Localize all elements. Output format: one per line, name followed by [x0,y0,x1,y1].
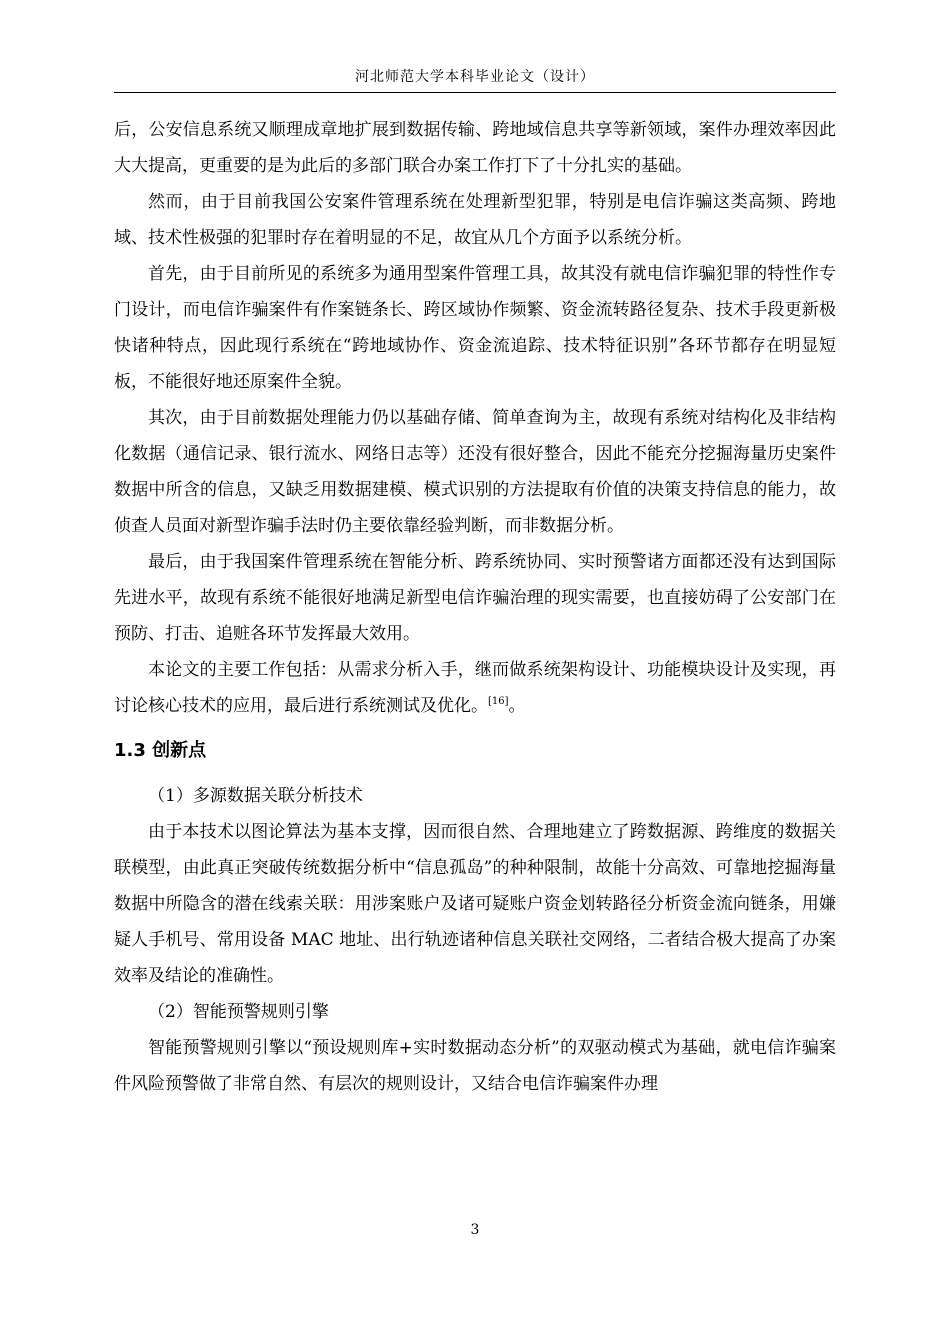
page-number: 3 [470,1222,480,1238]
page-header: 河北师范大学本科毕业论文（设计） [355,69,595,85]
paragraph-however: 然而，由于目前我国公安案件管理系统在处理新型犯罪，特别是电信诈骗这类高频、跨地域、技术性极强的犯罪时存在着明显的不足，故宜从几个方面予以系统分析。 [114,192,836,248]
citation-mark: [16] [488,696,509,707]
citation-tail: 。 [508,696,526,716]
main-work-text: 本论文的主要工作包括：从需求分析入手，继而做系统架构设计、功能模块设计及实现，再讨论核心技术的应用，最后进行系统测试及优化。 [114,660,836,716]
section-heading: 1.3 创新点 [114,740,207,761]
header-divider [114,92,836,93]
item-1-title: （1）多源数据关联分析技术 [148,786,363,806]
item-2-text: 智能预警规则引擎以“预设规则库+实时数据动态分析”的双驱动模式为基础，就电信诈骗案件风险预警做了非常自然、有层次的规则设计，又结合电信诈骗案件办理 [114,1038,836,1094]
paragraph-first: 首先，由于目前所见的系统多为通用型案件管理工具，故其没有就电信诈骗犯罪的特性作专门设计，而电信诈骗案件有作案链条长、跨区域协作频繁、资金流转路径复杂、技术手段更新极快诸种特点，因此现行系统在“跨地域协作、资金流追踪、技术特征识别”各环节都存在明显短板，不能很好地还原案件全貌。 [114,264,836,392]
paragraph-second: 其次，由于目前数据处理能力仍以基础存储、简单查询为主，故现有系统对结构化及非结构化数据（通信记录、银行流水、网络日志等）还没有很好整合，因此不能充分挖掘海量历史案件数据中所含的信息，又缺乏用数据建模、模式识别的方法提取有价值的决策支持信息的能力，故侦查人员面对新型诈骗手法时仍主要依靠经验判断，而非数据分析。 [114,408,836,536]
item-2-title: （2）智能预警规则引擎 [148,1002,329,1022]
paragraph-continuation: 后，公安信息系统又顺理成章地扩展到数据传输、跨地域信息共享等新领域，案件办理效率因此大大提高，更重要的是为此后的多部门联合办案工作打下了十分扎实的基础。 [114,120,836,176]
paragraph-finally: 最后，由于我国案件管理系统在智能分析、跨系统协同、实时预警诸方面都还没有达到国际先进水平，故现有系统不能很好地满足新型电信诈骗治理的现实需要，也直接妨碍了公安部门在预防、打击、追赃各环节发挥最大效用。 [114,552,836,644]
paragraph-main-work [114,652,836,724]
document-body [114,112,836,1102]
item-1-text: 由于本技术以图论算法为基本支撑，因而很自然、合理地建立了跨数据源、跨维度的数据关联模型，由此真正突破传统数据分析中“信息孤岛”的种种限制，故能十分高效、可靠地挖掘海量数据中所隐含的潜在线索关联：用涉案账户及诸可疑账户资金划转路径分析资金流向链条，用嫌疑人手机号、常用设备 MAC 地址、出行轨迹诸种信息关联社交网络，二者结合极大提高了办案效率及结论的准确性。 [114,822,836,986]
